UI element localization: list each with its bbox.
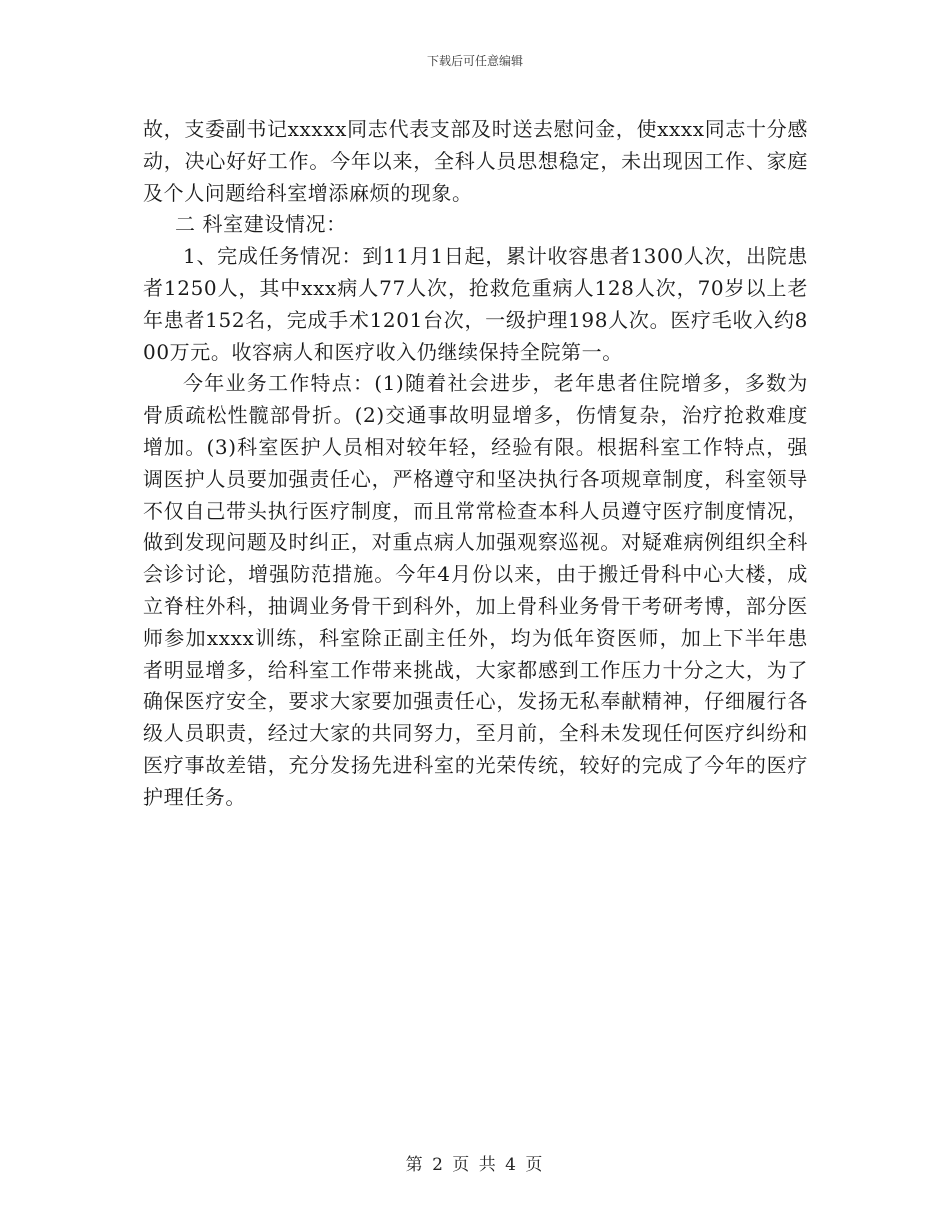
paragraph-task-completion: 1、完成任务情况：到11月1日起，累计收容患者1300人次，出院患者1250人，其中xxx病人77人次，抢救危重病人128人次，70岁以上老年患者152名，完成手术1201台次，一级护理198人次。医疗毛收入约800万元。收容病人和医疗收入仍继续保持全院第一。	[143, 244, 808, 364]
paragraph-continuation: 故，支委副书记xxxxx同志代表支部及时送去慰问金，使xxxx同志十分感动，决心好好工作。今年以来，全科人员思想稳定，未出现因工作、家庭及个人问题给科室增添麻烦的现象。	[143, 117, 808, 205]
section-heading-department-construction: 二 科室建设情况：	[175, 212, 347, 237]
paragraph-work-characteristics: 今年业务工作特点：(1)随着社会进步，老年患者住院增多，多数为骨质疏松性髋部骨折。(2)交通事故明显增多，伤情复杂，治疗抢救难度增加。(3)科室医护人员相对较年轻，经验有限。根据科室工作特点，强调医护人员要加强责任心，严格遵守和坚决执行各项规章制度，科室领导不仅自己带头执行医疗制度，而且常常检查本科人员遵守医疗制度情况，做到发现问题及时纠正，对重点病人加强观察巡视。对疑难病例组织全科会诊讨论，增强防范措施。今年4月份以来，由于搬迁骨科中心大楼，成立脊柱外科，抽调业务骨干到科外，加上骨科业务骨干考研考博，部分医师参加xxxx训练，科室除正副主任外，均为低年资医师，加上下半年患者明显增多，给科室工作带来挑战，大家都感到工作压力十分之大，为了确保医疗安全，要求大家要加强责任心，发扬无私奉献精神，仔细履行各级人员职责，经过大家的共同努力，至月前，全科未发现任何医疗纠纷和医疗事故差错，充分发扬先进科室的光荣传统，较好的完成了今年的医疗护理任务。	[143, 371, 808, 809]
page-number-footer: 第 2 页 共 4 页	[405, 1155, 545, 1175]
page-header-note: 下载后可任意编辑	[426, 54, 523, 68]
document-body	[143, 114, 808, 814]
